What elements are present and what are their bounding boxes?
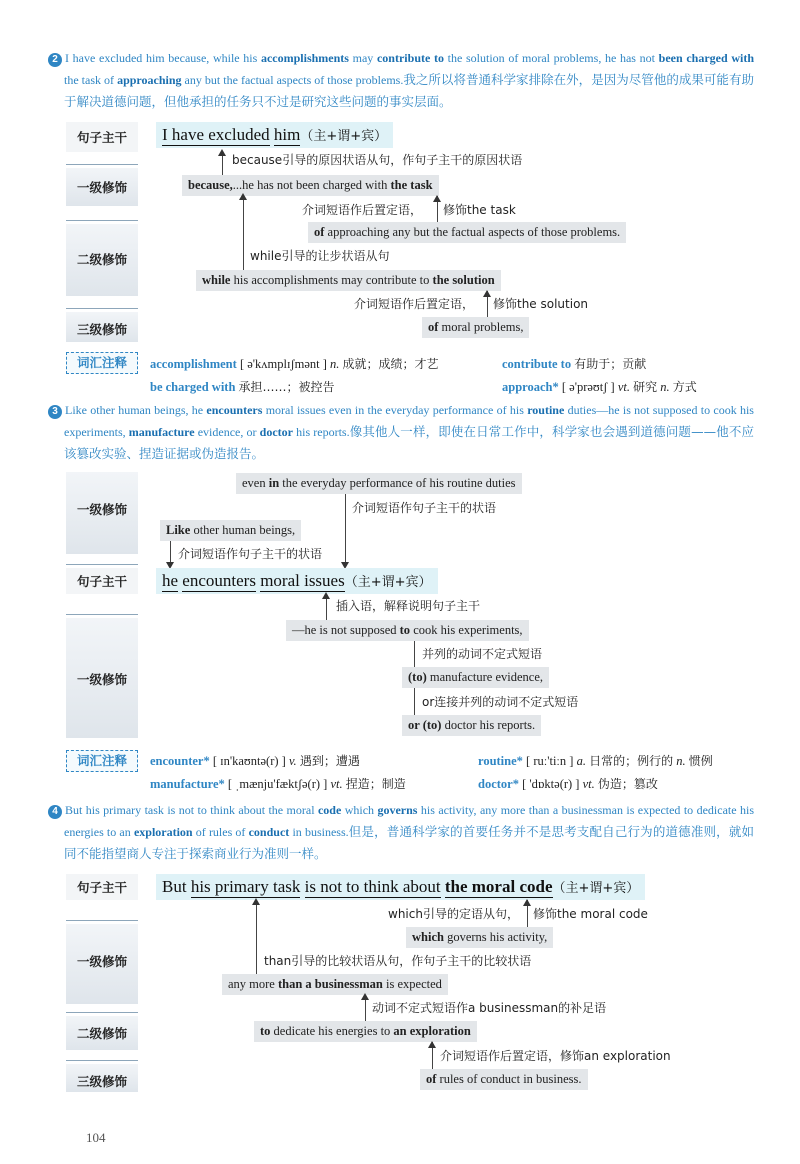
divider [66, 564, 138, 565]
divider [66, 1012, 138, 1013]
s2-because-clause: because,...he has not been charged with the task [182, 175, 439, 196]
s2-note-while: while引导的让步状语从句 [250, 249, 390, 263]
paragraph-number-2: 2 [48, 53, 62, 67]
s3-note-parallel: 并列的动词不定式短语 [422, 647, 543, 661]
connector-line [256, 900, 257, 974]
arrow-up-icon [252, 898, 260, 905]
s4-which-clause: which governs his activity, [406, 927, 553, 948]
vocab-contribute-to: contribute to 有助于；贡献 [502, 357, 647, 371]
s4-note-than: than引导的比较状语从句，作句子主干的比较状语 [264, 954, 532, 968]
label-main-s2: 句子主干 [76, 130, 127, 145]
label-l1-s3-bottom: 一级修饰 [76, 672, 127, 687]
s3-like-phrase: Like other human beings, [160, 520, 301, 541]
divider [66, 1060, 138, 1061]
s3-dash-clause: —he is not supposed to cook his experiments, [286, 620, 529, 641]
label-main-s4: 句子主干 [76, 880, 127, 895]
arrow-up-icon [239, 193, 247, 200]
connector-line [414, 688, 415, 715]
arrow-up-icon [361, 993, 369, 1000]
arrow-up-icon [483, 290, 491, 297]
s2-while-clause: while his accomplishments may contribute to the solution [196, 270, 501, 291]
s3-manufacture-phrase: (to) manufacture evidence, [402, 667, 549, 688]
paragraph-2-translation: 我之所以将普通科学家排除在外，是因为尽管他的成果可能有助于解决道德问题，但他承担的任务只不过是研究这些问题的事实层面。 [64, 72, 754, 109]
s3-or-phrase: or (to) doctor his reports. [402, 715, 541, 736]
paragraph-number-4: 4 [48, 805, 62, 819]
paragraph-3-translation: 像其他人一样，即使在日常工作中，科学家也会遇到道德问题——他不应该篡改实验、捏造证据或伪造报告。 [64, 424, 754, 461]
s2-main-clause: I have excluded him（主+谓+宾） [156, 122, 393, 148]
arrow-up-icon [218, 149, 226, 156]
paragraph-4: 4 But his primary task is not to think about the moral code which governs his activity, any more than a businessman is expected to dedicate his energies to an exploration of rules of conduct in business.但是，普通科学家的首要任务并不是思考支配自己行为的道德准则，就如同不能指望商人专注于探索商业行为准则一样。 [64, 800, 754, 865]
vocab-encounter: encounter* [ ɪn'kaʊntə(r) ] v. 遇到；遭遇 [150, 754, 360, 768]
s2-of-moral-problems: of moral problems, [422, 317, 529, 338]
divider [66, 920, 138, 921]
s3-note-like: 介词短语作句子主干的状语 [178, 547, 323, 561]
vocab-tag-2: 词汇注释 [66, 352, 138, 374]
s4-note-which: which引导的定语从句， [388, 907, 519, 921]
s3-note-or: or连接并列的动词不定式短语 [422, 695, 579, 709]
vocab-manufacture: manufacture* [ ˌmænju'fæktʃə(r) ] vt. 捏造；制造 [150, 777, 406, 791]
label-l1-s2: 一级修饰 [76, 180, 127, 195]
s4-note-exploration: 介词短语作后置定语，修饰an exploration [440, 1049, 671, 1063]
label-l3-s2: 三级修饰 [76, 322, 127, 337]
label-main-s3: 句子主干 [76, 574, 127, 589]
s3-note-even: 介词短语作句子主干的状语 [352, 501, 497, 515]
label-l1-s4: 一级修饰 [76, 954, 127, 969]
arrow-up-icon [523, 899, 531, 906]
connector-line [345, 494, 346, 567]
paragraph-3: 3 Like other human beings, he encounters moral issues even in the everyday performance of his routine duties—he is not supposed to cook his experiments, manufacture evidence, or doctor his reports.像其他人一样，即使在日常工作中，科学家也会遇到道德问题——他不应该篡改实验、捏造证据或伪造报告。 [64, 400, 754, 465]
label-l3-s4: 三级修饰 [76, 1074, 127, 1089]
vocab-routine: routine* [ ruː'tiːn ] a. 日常的；例行的 n. 惯例 [478, 754, 713, 768]
connector-line [243, 196, 244, 270]
divider [66, 220, 138, 221]
s2-of-phrase: of approaching any but the factual aspects of those problems. [308, 222, 626, 243]
paragraph-4-translation: 但是，普通科学家的首要任务并不是思考支配自己行为的道德准则，就如同不能指望商人专注于探索商业行为准则一样。 [64, 824, 754, 861]
vocab-be-charged-with: be charged with 承担……；被控告 [150, 380, 335, 394]
s4-main-clause: But his primary task is not to think about the moral code（主+谓+宾） [156, 874, 645, 900]
s2-note-because: because引导的原因状语从句，作句子主干的原因状语 [232, 153, 523, 167]
s2-note-of: 介词短语作后置定语， [302, 203, 423, 217]
s3-even-phrase: even in the everyday performance of his routine duties [236, 473, 522, 494]
s3-main-clause: he encounters moral issues（主+谓+宾） [156, 568, 438, 594]
vocab-accomplishment: accomplishment [ ə'kʌmplɪʃmənt ] n. 成就；成绩；才艺 [150, 357, 439, 371]
label-l1-s3-top: 一级修饰 [76, 502, 127, 517]
page-number: 104 [86, 1130, 106, 1145]
s2-note-solution: 介词短语作后置定语， [354, 297, 475, 311]
vocab-doctor: doctor* [ 'dɒktə(r) ] vt. 伪造；篡改 [478, 777, 658, 791]
arrow-up-icon [428, 1041, 436, 1048]
paragraph-number-3: 3 [48, 405, 62, 419]
label-l2-s2: 二级修饰 [76, 252, 127, 267]
s4-of-rules-phrase: of rules of conduct in business. [420, 1069, 588, 1090]
arrow-up-icon [433, 195, 441, 202]
s4-note-which-target: 修饰the moral code [533, 907, 648, 921]
divider [66, 614, 138, 615]
arrow-up-icon [322, 592, 330, 599]
s3-note-insert: 插入语，解释说明句子主干 [336, 599, 481, 613]
divider [66, 308, 138, 309]
s4-note-infinitive: 动词不定式短语作a businessman的补足语 [372, 1001, 607, 1015]
paragraph-2: 2 I have excluded him because, while his accomplishments may contribute to the solution of moral problems, he has not been charged with the task of approaching any but the factual aspects of those problems.我之所以将普通科学家排除在外，是因为尽管他的成果可能有助于解决道德问题，但他承担的任务只不过是研究这些问题的事实层面。 [64, 48, 754, 113]
label-l2-s4: 二级修饰 [76, 1026, 127, 1041]
s4-to-dedicate-phrase: to dedicate his energies to an exploration [254, 1021, 477, 1042]
vocab-tag-3: 词汇注释 [66, 750, 138, 772]
divider [66, 164, 138, 165]
s4-than-clause: any more than a businessman is expected [222, 974, 448, 995]
s2-note-solution-target: 修饰the solution [493, 297, 589, 311]
s2-note-of-target: 修饰the task [443, 203, 516, 217]
connector-line [414, 641, 415, 668]
vocab-approach: approach* [ ə'prəʊtʃ ] vt. 研究 n. 方式 [502, 380, 697, 394]
